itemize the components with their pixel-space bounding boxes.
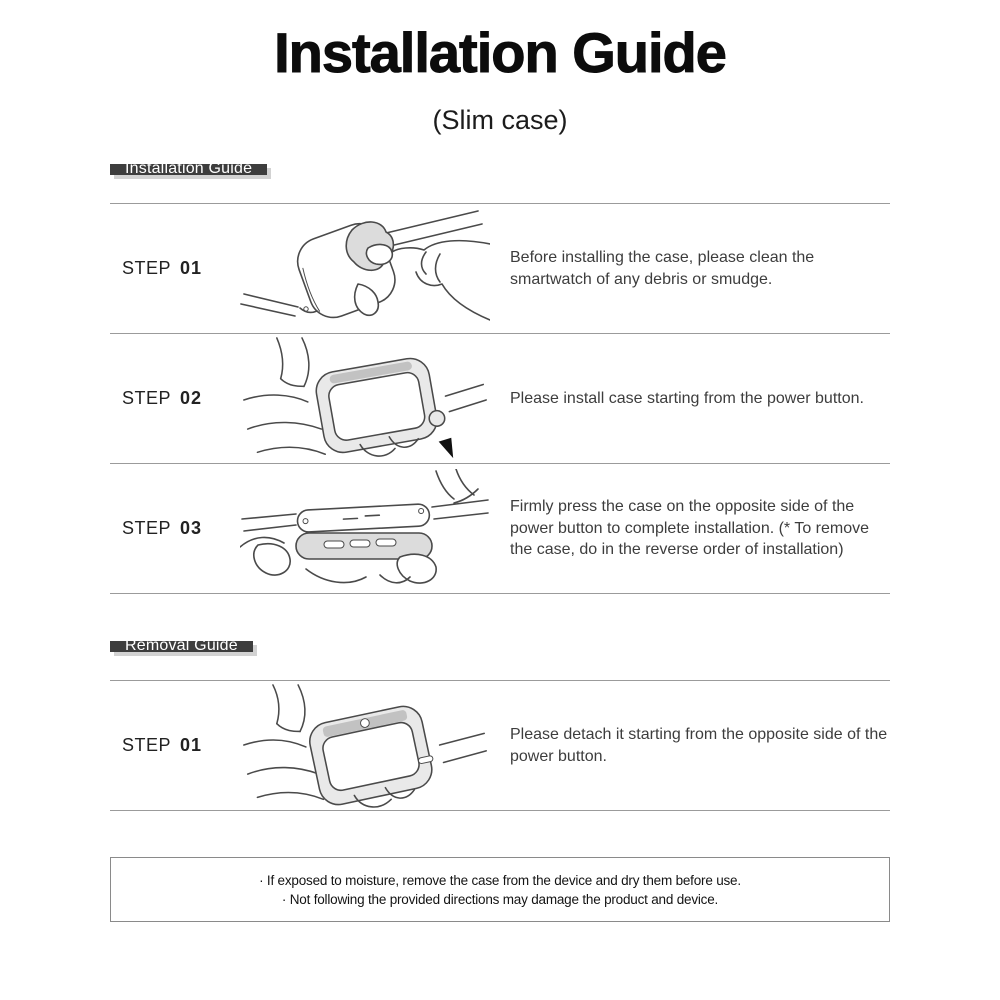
step-illustration-container bbox=[240, 336, 490, 462]
step-label bbox=[110, 258, 240, 279]
step-illustration-container bbox=[240, 683, 490, 809]
removal-guide-badge: Removal Guide bbox=[110, 641, 253, 652]
caution-note-box bbox=[110, 857, 890, 922]
step-illustration-container bbox=[240, 469, 490, 589]
press-case-opposite-side-illustration bbox=[240, 469, 490, 589]
installation-step-3-row bbox=[110, 464, 890, 594]
step-description: Please detach it starting from the opposite side of the power button. bbox=[510, 726, 888, 765]
step-description: Please install case starting from the power button. bbox=[510, 389, 864, 407]
page-title: Installation Guide bbox=[274, 21, 726, 84]
step-word: STEP bbox=[122, 735, 172, 755]
caution-note-line: · If exposed to moisture, remove the case from the device and dry them before use. bbox=[259, 873, 741, 888]
installation-guide-badge: Installation Guide bbox=[110, 164, 267, 175]
installation-step-1-row bbox=[110, 204, 890, 334]
removal-section bbox=[110, 594, 890, 811]
step-word: STEP bbox=[122, 388, 172, 408]
removal-steps-table bbox=[110, 680, 890, 811]
step-description: Before installing the case, please clean the smartwatch of any debris or smudge. bbox=[510, 249, 815, 288]
installation-section bbox=[110, 136, 890, 594]
step-label bbox=[110, 518, 240, 539]
detach-case-illustration bbox=[240, 683, 490, 809]
removal-badge-row bbox=[110, 594, 890, 652]
step-label bbox=[110, 735, 240, 756]
installation-steps-table bbox=[110, 203, 890, 594]
caution-note-line: · Not following the provided directions may damage the product and device. bbox=[281, 892, 719, 907]
install-case-from-power-button-illustration bbox=[240, 336, 490, 462]
step-word: STEP bbox=[122, 258, 172, 278]
step-label bbox=[110, 388, 240, 409]
removal-step-1-row bbox=[110, 681, 890, 811]
step-word: STEP bbox=[122, 518, 172, 538]
installation-step-2-row bbox=[110, 334, 890, 464]
step-number: 03 bbox=[180, 518, 203, 538]
step-description: Firmly press the case on the opposite side of the power button to complete installation. (* To remove the case, do in the reverse order of installation) bbox=[510, 498, 870, 559]
clean-watch-illustration bbox=[240, 208, 490, 330]
step-number: 01 bbox=[180, 258, 203, 278]
step-illustration-container bbox=[240, 208, 490, 330]
step-number: 01 bbox=[180, 735, 203, 755]
page-subtitle: (Slim case) bbox=[432, 105, 568, 135]
step-number: 02 bbox=[180, 388, 203, 408]
installation-badge-row bbox=[110, 136, 890, 175]
